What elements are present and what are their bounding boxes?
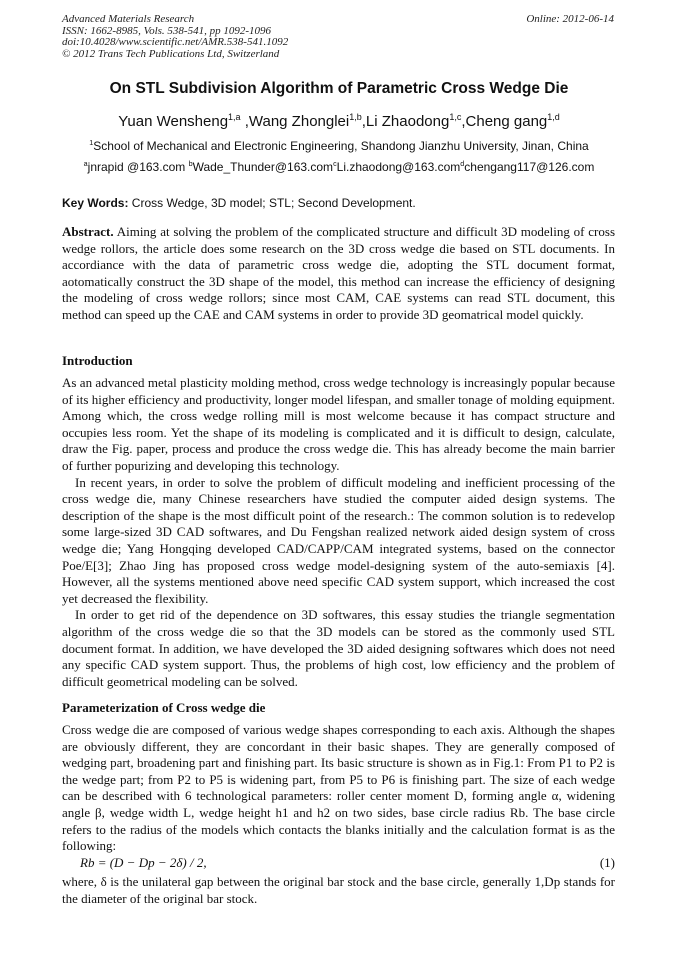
issn-line: ISSN: 1662-8985, Vols. 538-541, pp 1092-1096 bbox=[62, 24, 271, 37]
author-separator: , bbox=[461, 113, 466, 130]
author-name: Li Zhaodong bbox=[365, 113, 450, 130]
affiliation-sup: 1 bbox=[89, 138, 94, 147]
journal-info bbox=[62, 14, 288, 60]
paragraph: Cross wedge die are composed of various wedge shapes corresponding to each axis. Although the shapes are obviously different, they are concordant in their basic shapes. They are generally composed of wedging part, broadening part and finishing part. Its basic structure is shown as in Fig.1: From P1 to P2 is the wedge part; from P2 to P5 is widening part, from P5 to P6 is finishing part. The size of each wedge can be described with 6 technological parameters: roller center moment D, forming angle α, widening angle β, wedge width L, wedge height h1 and h2 on two sides, base circle radius Rb. The base circle refers to the radius of the models which contacts the blanks initially and the calculation format is as the following: bbox=[62, 722, 615, 854]
keywords-text: Cross Wedge, 3D model; STL; Second Development. bbox=[128, 196, 416, 210]
equation-number: (1) bbox=[599, 855, 615, 870]
author-sup: 1,b bbox=[349, 112, 362, 122]
paragraph: where, δ is the unilateral gap between the original bar stock and the base circle, generally 1,Dp stands for the diameter of the original bar stock. bbox=[62, 874, 615, 906]
affiliation-text: School of Mechanical and Electronic Engineering, Shandong Jianzhu University, Jinan, China bbox=[93, 139, 589, 153]
email-link[interactable]: chengang117@126.com bbox=[464, 160, 595, 174]
paragraph: As an advanced metal plasticity molding method, cross wedge technology is increasingly popular because of its higher efficiency and productivity, longer model lifespan, and smaller tonage of molding equipment. Among which, the cross wedge rolling mill is most welcome because it has compact structure and occupies less room. Yet the shape of its modeling is complicated and it is difficult to design, calculate, draw the Fig. paper, process and produce the cross wedge die. This has already become the main barrier of further popurizing and developing this technology. bbox=[62, 375, 615, 473]
abstract bbox=[62, 224, 615, 324]
section-heading-introduction: Introduction bbox=[62, 353, 133, 368]
section-heading-parameterization: Parameterization of Cross wedge die bbox=[62, 700, 266, 715]
email-list bbox=[0, 160, 678, 174]
keywords-label: Key Words: bbox=[62, 196, 129, 210]
author-list bbox=[0, 113, 678, 130]
equation-text: Rb = (D − Dp − 2δ) / 2, bbox=[80, 855, 207, 870]
email-sup: c bbox=[333, 159, 337, 168]
author-sup: 1,a bbox=[228, 112, 241, 122]
author-separator: , bbox=[240, 113, 249, 130]
email-link[interactable]: jnrapid @163.com bbox=[87, 160, 189, 174]
author-name: Wang Zhonglei bbox=[248, 113, 350, 130]
author-sup: 1,d bbox=[547, 112, 560, 122]
parameterization-body bbox=[62, 722, 615, 855]
copyright-line: © 2012 Trans Tech Publications Ltd, Switzerland bbox=[62, 47, 280, 60]
paragraph: In order to get rid of the dependence on 3D softwares, this essay studies the triangle segmentation algorithm of the cross wedge die so that the 3D models can be stored as the commonly used STL document format. In addition, we have developed the 3D aided designing softwares which does not need any specific CAD system support. Thus, the problems of high cost, low efficiency and the problem of difficult geometrical modeling can be solved. bbox=[62, 607, 615, 689]
keywords bbox=[62, 196, 416, 210]
online-date: Online: 2012-06-14 bbox=[526, 13, 614, 25]
journal-name: Advanced Materials Research bbox=[62, 13, 195, 25]
author-name: Yuan Wensheng bbox=[118, 113, 229, 130]
equation-1 bbox=[80, 855, 615, 871]
doi-line: doi:10.4028/www.scientific.net/AMR.538-541.1092 bbox=[62, 36, 289, 48]
email-link[interactable]: Li.zhaodong@163.com bbox=[336, 160, 461, 174]
email-sup: b bbox=[188, 159, 193, 168]
introduction-body bbox=[62, 375, 615, 690]
author-separator: , bbox=[361, 113, 366, 130]
author-name: Cheng gang bbox=[465, 113, 548, 130]
email-sup: d bbox=[460, 159, 465, 168]
paper-title: On STL Subdivision Algorithm of Parametric Cross Wedge Die bbox=[109, 80, 569, 97]
affiliation bbox=[0, 139, 678, 153]
abstract-text: Aiming at solving the problem of the complicated structure and difficult 3D modeling of cross wedge rollors, the article does some research on the 3D cross wedge die based on STL documents. In accordiance with the data of parametric cross wedge die, adopting the STL document format, aotomatically construct the 3D shape of the model, this method can increase the efficiency of designing the modeling of cross wedge rollors; since most CAM, CAE systems can read STL document, this method can speed up the CAE and CAM systems in order to provide 3D geomatrical model quickly. bbox=[62, 224, 615, 322]
equation-explanation bbox=[62, 874, 615, 907]
email-sup: a bbox=[83, 159, 88, 168]
abstract-label: Abstract. bbox=[62, 224, 114, 239]
author-sup: 1,c bbox=[449, 112, 462, 122]
email-link[interactable]: Wade_Thunder@163.com bbox=[192, 160, 334, 174]
paragraph: In recent years, in order to solve the problem of difficult modeling and inefficient processing of the cross wedge die, many Chinese researchers have studied the computer aided design systems. The description of the shape is the most difficult point of the research.: The common solution is to redevelop some large-sized 3D CAD softwares, and Du Fengshan realized network aided design system of cross wedge die; Yang Hongqing developed CAD/CAPP/CAM integrated systems, based on the connector Poe/E[3]; Zhao Jing has proposed cross wedge model-designing system of the auto-semiaxis [4]. However, all the systems mentioned above need specific CAD system support, which increased the cost yet decreased the flexibility. bbox=[62, 474, 615, 606]
